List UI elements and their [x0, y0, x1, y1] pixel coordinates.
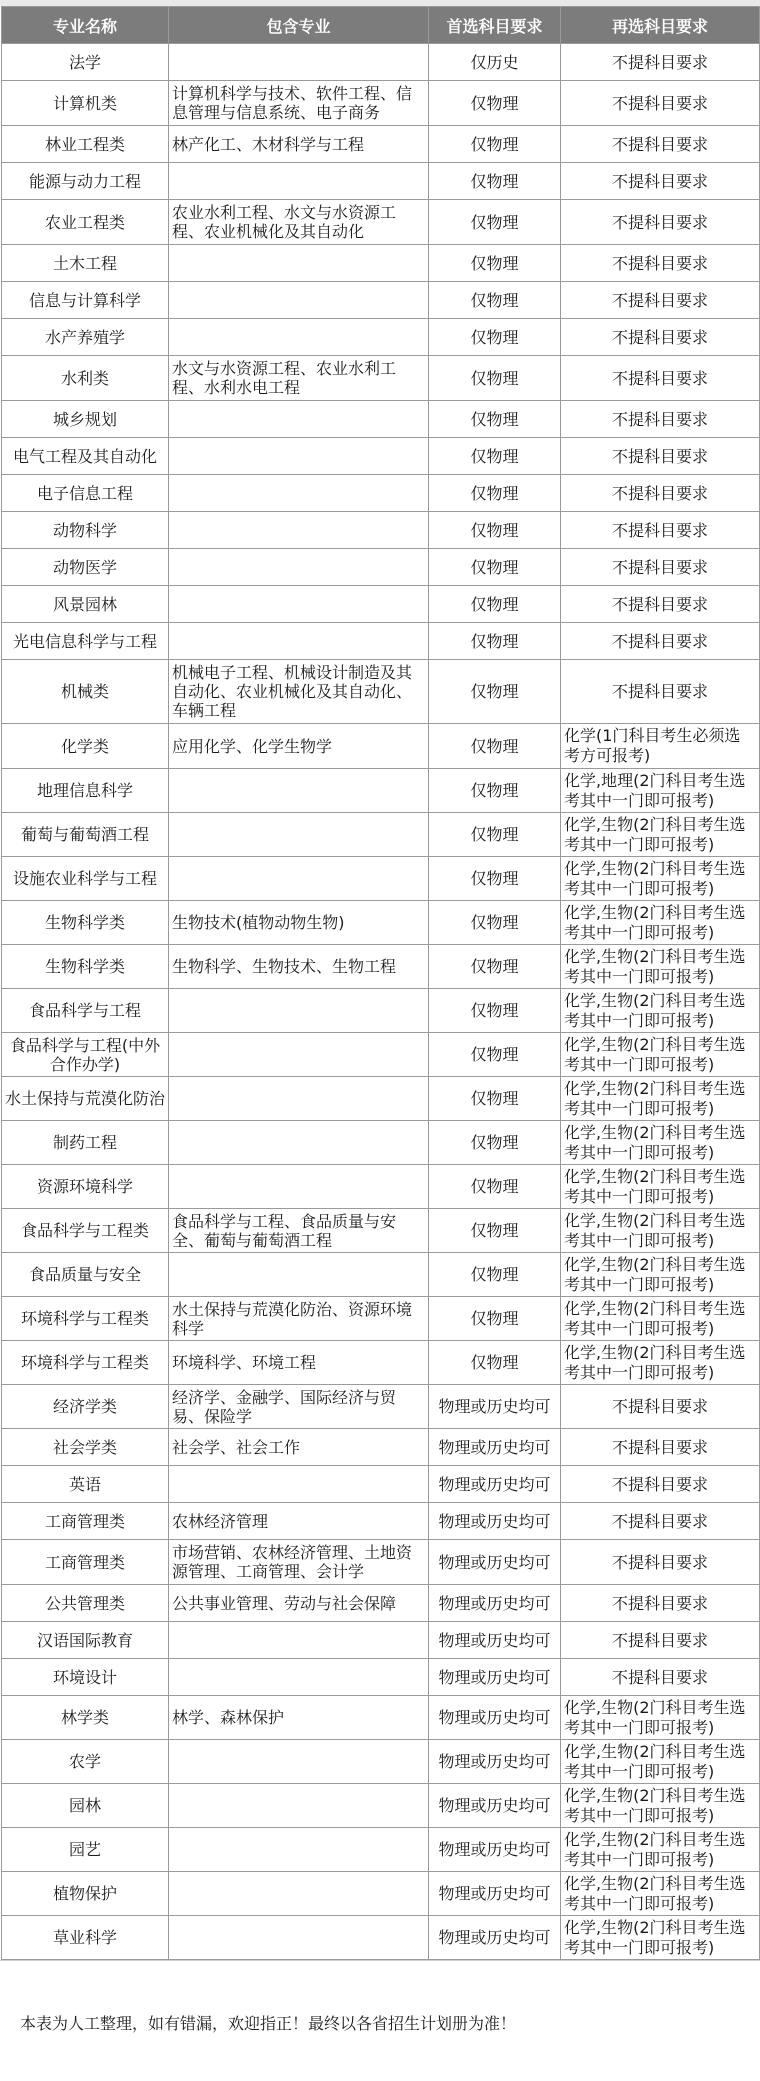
- first-subject-cell: 仅物理: [429, 549, 561, 586]
- first-subject-cell: 仅物理: [429, 623, 561, 660]
- included-majors-cell: 农林经济管理: [169, 1503, 429, 1540]
- table-row: [2, 475, 760, 512]
- major-name-cell: 环境设计: [2, 1659, 169, 1696]
- table-row: [2, 1828, 760, 1872]
- reselect-subject-cell: 不提科目要求: [561, 163, 760, 200]
- included-majors-cell: [169, 857, 429, 901]
- reselect-subject-cell: 化学,生物(2门科目考生选考其中一门即可报考): [561, 1165, 760, 1209]
- first-subject-cell: 仅物理: [429, 163, 561, 200]
- included-majors-cell: [169, 623, 429, 660]
- reselect-subject-cell: 化学(1门科目考生必须选考方可报考): [561, 724, 760, 769]
- first-subject-cell: 物理或历史均可: [429, 1466, 561, 1503]
- reselect-subject-cell: 不提科目要求: [561, 319, 760, 356]
- table-row: [2, 1297, 760, 1341]
- reselect-subject-cell: 化学,生物(2门科目考生选考其中一门即可报考): [561, 989, 760, 1033]
- table-row: [2, 1253, 760, 1297]
- header-reselect-subject: 再选科目要求: [561, 7, 760, 44]
- table-row: [2, 81, 760, 126]
- major-name-cell: 葡萄与葡萄酒工程: [2, 813, 169, 857]
- major-name-cell: 生物科学类: [2, 945, 169, 989]
- major-name-cell: 电子信息工程: [2, 475, 169, 512]
- major-name-cell: 环境科学与工程类: [2, 1341, 169, 1385]
- table-row: [2, 1429, 760, 1466]
- table-row: [2, 623, 760, 660]
- reselect-subject-cell: 化学,生物(2门科目考生选考其中一门即可报考): [561, 1740, 760, 1784]
- first-subject-cell: 仅物理: [429, 1033, 561, 1077]
- major-name-cell: 化学类: [2, 724, 169, 769]
- first-subject-cell: 仅物理: [429, 724, 561, 769]
- included-majors-cell: 生物技术(植物动物生物): [169, 901, 429, 945]
- included-majors-cell: [169, 1165, 429, 1209]
- first-subject-cell: 物理或历史均可: [429, 1429, 561, 1466]
- first-subject-cell: 仅物理: [429, 438, 561, 475]
- included-majors-cell: 农业水利工程、水文与水资源工程、农业机械化及其自动化: [169, 200, 429, 245]
- major-name-cell: 动物科学: [2, 512, 169, 549]
- included-majors-cell: [169, 319, 429, 356]
- major-name-cell: 生物科学类: [2, 901, 169, 945]
- table-row: [2, 1540, 760, 1585]
- reselect-subject-cell: 化学,生物(2门科目考生选考其中一门即可报考): [561, 1077, 760, 1121]
- table-row: [2, 1033, 760, 1077]
- first-subject-cell: 仅物理: [429, 857, 561, 901]
- reselect-subject-cell: 不提科目要求: [561, 475, 760, 512]
- first-subject-cell: 物理或历史均可: [429, 1585, 561, 1622]
- reselect-subject-cell: 不提科目要求: [561, 356, 760, 401]
- major-name-cell: 林学类: [2, 1696, 169, 1740]
- table-row: [2, 901, 760, 945]
- table-row: [2, 1585, 760, 1622]
- top-edge: [0, 0, 760, 6]
- first-subject-cell: 仅物理: [429, 282, 561, 319]
- table-row: [2, 1872, 760, 1916]
- table-row: [2, 200, 760, 245]
- major-name-cell: 园林: [2, 1784, 169, 1828]
- included-majors-cell: 应用化学、化学生物学: [169, 724, 429, 769]
- first-subject-cell: 仅物理: [429, 901, 561, 945]
- reselect-subject-cell: 化学,生物(2门科目考生选考其中一门即可报考): [561, 901, 760, 945]
- included-majors-cell: [169, 438, 429, 475]
- table-row: [2, 1466, 760, 1503]
- included-majors-cell: [169, 1622, 429, 1659]
- first-subject-cell: 物理或历史均可: [429, 1784, 561, 1828]
- included-majors-cell: [169, 512, 429, 549]
- table-row: [2, 989, 760, 1033]
- reselect-subject-cell: 化学,生物(2门科目考生选考其中一门即可报考): [561, 1033, 760, 1077]
- table-row: [2, 1121, 760, 1165]
- table-row: [2, 945, 760, 989]
- included-majors-cell: 生物科学、生物技术、生物工程: [169, 945, 429, 989]
- reselect-subject-cell: 不提科目要求: [561, 1585, 760, 1622]
- included-majors-cell: 林产化工、木材科学与工程: [169, 126, 429, 163]
- table-row: [2, 401, 760, 438]
- included-majors-cell: [169, 1828, 429, 1872]
- major-name-cell: 设施农业科学与工程: [2, 857, 169, 901]
- included-majors-cell: [169, 1253, 429, 1297]
- first-subject-cell: 物理或历史均可: [429, 1740, 561, 1784]
- major-name-cell: 机械类: [2, 660, 169, 724]
- included-majors-cell: 经济学、金融学、国际经济与贸易、保险学: [169, 1385, 429, 1429]
- table-row: [2, 1209, 760, 1253]
- major-name-cell: 土木工程: [2, 245, 169, 282]
- major-name-cell: 食品质量与安全: [2, 1253, 169, 1297]
- major-name-cell: 草业科学: [2, 1916, 169, 1960]
- table-row: [2, 282, 760, 319]
- first-subject-cell: 物理或历史均可: [429, 1385, 561, 1429]
- first-subject-cell: 仅物理: [429, 769, 561, 813]
- major-name-cell: 城乡规划: [2, 401, 169, 438]
- reselect-subject-cell: 化学,生物(2门科目考生选考其中一门即可报考): [561, 1872, 760, 1916]
- major-name-cell: 制药工程: [2, 1121, 169, 1165]
- reselect-subject-cell: 化学,生物(2门科目考生选考其中一门即可报考): [561, 1916, 760, 1960]
- first-subject-cell: 物理或历史均可: [429, 1540, 561, 1585]
- major-name-cell: 动物医学: [2, 549, 169, 586]
- major-name-cell: 水土保持与荒漠化防治: [2, 1077, 169, 1121]
- table-row: [2, 1696, 760, 1740]
- included-majors-cell: [169, 549, 429, 586]
- reselect-subject-cell: 化学,生物(2门科目考生选考其中一门即可报考): [561, 1253, 760, 1297]
- table-header-row: [2, 7, 760, 44]
- first-subject-cell: 仅物理: [429, 245, 561, 282]
- reselect-subject-cell: 不提科目要求: [561, 245, 760, 282]
- table-row: [2, 724, 760, 769]
- table-row: [2, 1385, 760, 1429]
- reselect-subject-cell: 化学,地理(2门科目考生选考其中一门即可报考): [561, 769, 760, 813]
- included-majors-cell: 水文与水资源工程、农业水利工程、水利水电工程: [169, 356, 429, 401]
- included-majors-cell: [169, 1784, 429, 1828]
- included-majors-cell: [169, 586, 429, 623]
- header-included-majors: 包含专业: [169, 7, 429, 44]
- included-majors-cell: [169, 282, 429, 319]
- reselect-subject-cell: 不提科目要求: [561, 200, 760, 245]
- included-majors-cell: [169, 44, 429, 81]
- first-subject-cell: 仅物理: [429, 1077, 561, 1121]
- first-subject-cell: 仅物理: [429, 945, 561, 989]
- included-majors-cell: [169, 1121, 429, 1165]
- major-name-cell: 电气工程及其自动化: [2, 438, 169, 475]
- first-subject-cell: 物理或历史均可: [429, 1872, 561, 1916]
- included-majors-cell: 林学、森林保护: [169, 1696, 429, 1740]
- table-row: [2, 438, 760, 475]
- included-majors-cell: [169, 813, 429, 857]
- table-row: [2, 857, 760, 901]
- table-row: [2, 549, 760, 586]
- first-subject-cell: 物理或历史均可: [429, 1828, 561, 1872]
- reselect-subject-cell: 不提科目要求: [561, 586, 760, 623]
- reselect-subject-cell: 不提科目要求: [561, 126, 760, 163]
- reselect-subject-cell: 不提科目要求: [561, 1466, 760, 1503]
- table-row: [2, 1622, 760, 1659]
- reselect-subject-cell: 不提科目要求: [561, 1540, 760, 1585]
- first-subject-cell: 仅物理: [429, 660, 561, 724]
- major-name-cell: 风景园林: [2, 586, 169, 623]
- reselect-subject-cell: 化学,生物(2门科目考生选考其中一门即可报考): [561, 1121, 760, 1165]
- reselect-subject-cell: 不提科目要求: [561, 1503, 760, 1540]
- major-name-cell: 食品科学与工程(中外合作办学): [2, 1033, 169, 1077]
- reselect-subject-cell: 不提科目要求: [561, 1385, 760, 1429]
- major-name-cell: 信息与计算科学: [2, 282, 169, 319]
- first-subject-cell: 仅物理: [429, 586, 561, 623]
- first-subject-cell: 仅物理: [429, 1121, 561, 1165]
- included-majors-cell: 公共事业管理、劳动与社会保障: [169, 1585, 429, 1622]
- reselect-subject-cell: 不提科目要求: [561, 549, 760, 586]
- included-majors-cell: [169, 1740, 429, 1784]
- reselect-subject-cell: 化学,生物(2门科目考生选考其中一门即可报考): [561, 1828, 760, 1872]
- included-majors-cell: [169, 1872, 429, 1916]
- major-name-cell: 农业工程类: [2, 200, 169, 245]
- major-name-cell: 环境科学与工程类: [2, 1297, 169, 1341]
- first-subject-cell: 仅物理: [429, 813, 561, 857]
- reselect-subject-cell: 不提科目要求: [561, 401, 760, 438]
- major-name-cell: 公共管理类: [2, 1585, 169, 1622]
- header-major-name: 专业名称: [2, 7, 169, 44]
- table-row: [2, 1341, 760, 1385]
- reselect-subject-cell: 不提科目要求: [561, 81, 760, 126]
- major-name-cell: 植物保护: [2, 1872, 169, 1916]
- table-row: [2, 163, 760, 200]
- reselect-subject-cell: 不提科目要求: [561, 660, 760, 724]
- first-subject-cell: 仅物理: [429, 81, 561, 126]
- major-name-cell: 能源与动力工程: [2, 163, 169, 200]
- major-name-cell: 英语: [2, 1466, 169, 1503]
- included-majors-cell: 食品科学与工程、食品质量与安全、葡萄与葡萄酒工程: [169, 1209, 429, 1253]
- reselect-subject-cell: 化学,生物(2门科目考生选考其中一门即可报考): [561, 945, 760, 989]
- table-row: [2, 586, 760, 623]
- major-name-cell: 汉语国际教育: [2, 1622, 169, 1659]
- reselect-subject-cell: 化学,生物(2门科目考生选考其中一门即可报考): [561, 857, 760, 901]
- table-row: [2, 512, 760, 549]
- first-subject-cell: 物理或历史均可: [429, 1659, 561, 1696]
- first-subject-cell: 仅物理: [429, 356, 561, 401]
- included-majors-cell: 市场营销、农林经济管理、土地资源管理、工商管理、会计学: [169, 1540, 429, 1585]
- included-majors-cell: [169, 989, 429, 1033]
- major-name-cell: 农学: [2, 1740, 169, 1784]
- included-majors-cell: [169, 1466, 429, 1503]
- major-name-cell: 水产养殖学: [2, 319, 169, 356]
- major-name-cell: 水利类: [2, 356, 169, 401]
- reselect-subject-cell: 化学,生物(2门科目考生选考其中一门即可报考): [561, 1784, 760, 1828]
- major-name-cell: 地理信息科学: [2, 769, 169, 813]
- reselect-subject-cell: 化学,生物(2门科目考生选考其中一门即可报考): [561, 1341, 760, 1385]
- first-subject-cell: 仅历史: [429, 44, 561, 81]
- reselect-subject-cell: 不提科目要求: [561, 1429, 760, 1466]
- table-row: [2, 356, 760, 401]
- first-subject-cell: 仅物理: [429, 401, 561, 438]
- table-row: [2, 660, 760, 724]
- first-subject-cell: 仅物理: [429, 319, 561, 356]
- table-row: [2, 1077, 760, 1121]
- reselect-subject-cell: 不提科目要求: [561, 512, 760, 549]
- first-subject-cell: 仅物理: [429, 989, 561, 1033]
- major-name-cell: 园艺: [2, 1828, 169, 1872]
- major-name-cell: 食品科学与工程类: [2, 1209, 169, 1253]
- first-subject-cell: 物理或历史均可: [429, 1622, 561, 1659]
- major-name-cell: 工商管理类: [2, 1503, 169, 1540]
- included-majors-cell: 计算机科学与技术、软件工程、信息管理与信息系统、电子商务: [169, 81, 429, 126]
- reselect-subject-cell: 化学,生物(2门科目考生选考其中一门即可报考): [561, 1696, 760, 1740]
- included-majors-cell: [169, 1077, 429, 1121]
- reselect-subject-cell: 化学,生物(2门科目考生选考其中一门即可报考): [561, 813, 760, 857]
- table-row: [2, 1916, 760, 1960]
- major-name-cell: 光电信息科学与工程: [2, 623, 169, 660]
- major-name-cell: 食品科学与工程: [2, 989, 169, 1033]
- first-subject-cell: 仅物理: [429, 475, 561, 512]
- included-majors-cell: [169, 475, 429, 512]
- included-majors-cell: [169, 1033, 429, 1077]
- reselect-subject-cell: 不提科目要求: [561, 623, 760, 660]
- first-subject-cell: 仅物理: [429, 1209, 561, 1253]
- first-subject-cell: 仅物理: [429, 1341, 561, 1385]
- included-majors-cell: [169, 1916, 429, 1960]
- table-row: [2, 1659, 760, 1696]
- table-row: [2, 1165, 760, 1209]
- reselect-subject-cell: 不提科目要求: [561, 438, 760, 475]
- table-row: [2, 1784, 760, 1828]
- first-subject-cell: 物理或历史均可: [429, 1916, 561, 1960]
- major-name-cell: 林业工程类: [2, 126, 169, 163]
- reselect-subject-cell: 不提科目要求: [561, 1622, 760, 1659]
- subject-requirements-table: [1, 6, 760, 1960]
- major-name-cell: 资源环境科学: [2, 1165, 169, 1209]
- table-row: [2, 319, 760, 356]
- major-name-cell: 计算机类: [2, 81, 169, 126]
- major-name-cell: 法学: [2, 44, 169, 81]
- table-row: [2, 245, 760, 282]
- table-row: [2, 813, 760, 857]
- first-subject-cell: 仅物理: [429, 126, 561, 163]
- footer: [0, 1960, 760, 2081]
- first-subject-cell: 仅物理: [429, 1253, 561, 1297]
- included-majors-cell: [169, 769, 429, 813]
- included-majors-cell: [169, 401, 429, 438]
- first-subject-cell: 仅物理: [429, 200, 561, 245]
- header-first-subject: 首选科目要求: [429, 7, 561, 44]
- included-majors-cell: 环境科学、环境工程: [169, 1341, 429, 1385]
- table-row: [2, 769, 760, 813]
- major-name-cell: 经济学类: [2, 1385, 169, 1429]
- table-row: [2, 1503, 760, 1540]
- reselect-subject-cell: 化学,生物(2门科目考生选考其中一门即可报考): [561, 1297, 760, 1341]
- included-majors-cell: [169, 245, 429, 282]
- major-name-cell: 工商管理类: [2, 1540, 169, 1585]
- reselect-subject-cell: 化学,生物(2门科目考生选考其中一门即可报考): [561, 1209, 760, 1253]
- disclaimer-note: 本表为人工整理，如有错漏，欢迎指正！最终以各省招生计划册为准！: [20, 2014, 517, 2033]
- table-row: [2, 126, 760, 163]
- first-subject-cell: 仅物理: [429, 512, 561, 549]
- table-row: [2, 1740, 760, 1784]
- first-subject-cell: 物理或历史均可: [429, 1696, 561, 1740]
- major-name-cell: 社会学类: [2, 1429, 169, 1466]
- reselect-subject-cell: 不提科目要求: [561, 44, 760, 81]
- reselect-subject-cell: 不提科目要求: [561, 1659, 760, 1696]
- table-body: [2, 44, 760, 1960]
- included-majors-cell: 机械电子工程、机械设计制造及其自动化、农业机械化及其自动化、车辆工程: [169, 660, 429, 724]
- included-majors-cell: 社会学、社会工作: [169, 1429, 429, 1466]
- first-subject-cell: 物理或历史均可: [429, 1503, 561, 1540]
- first-subject-cell: 仅物理: [429, 1297, 561, 1341]
- table-row: [2, 44, 760, 81]
- first-subject-cell: 仅物理: [429, 1165, 561, 1209]
- included-majors-cell: [169, 1659, 429, 1696]
- included-majors-cell: 水土保持与荒漠化防治、资源环境科学: [169, 1297, 429, 1341]
- reselect-subject-cell: 不提科目要求: [561, 282, 760, 319]
- included-majors-cell: [169, 163, 429, 200]
